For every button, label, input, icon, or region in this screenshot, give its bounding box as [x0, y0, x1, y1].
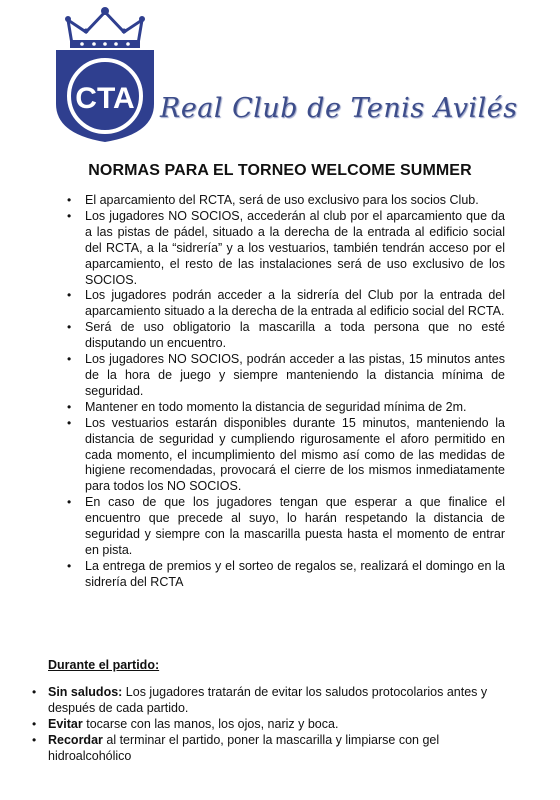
section-heading: Durante el partido:	[48, 658, 160, 672]
bullet-icon: •	[32, 732, 37, 747]
list-item: • Será de uso obligatorio la mascarilla a toda persona que no esté disputando un encuentro.	[67, 320, 505, 351]
bullet-icon: •	[67, 399, 72, 414]
item-text: tocarse con las manos, los ojos, nariz y boca.	[82, 716, 339, 731]
club-logo	[50, 4, 160, 144]
item-lead: Evitar	[48, 716, 83, 731]
list-item	[30, 685, 508, 717]
shield-icon	[56, 50, 154, 142]
match-rules-list	[30, 685, 508, 765]
bullet-icon: •	[67, 193, 72, 207]
list-item: • Los jugadores NO SOCIOS, accederán al club por el aparcamiento que da a las pistas de pádel, situado a la derecha de la entrada al edificio social del RCTA, a la “sidrería” y a los vestuarios, también tendrán acceso por el aparcamiento, el resto de las instalaciones será de uso exclusivo de los SOCIOS.	[67, 208, 505, 287]
bullet-icon: •	[67, 288, 72, 303]
list-item: • Los vestuarios estarán disponibles durante 15 minutos, manteniendo la distancia de seguridad y cumpliendo rigurosamente el aforo permitido en cada momento, el incumplimiento del mismo así como de las medidas de higiene recomendadas, provocará el cierre de los mismos inmediatamente para todos los NO SOCIOS.	[67, 415, 505, 494]
bullet-icon: •	[67, 208, 72, 223]
bullet-icon: •	[67, 320, 72, 335]
bullet-icon: •	[32, 685, 37, 699]
bullet-icon: •	[67, 415, 72, 430]
list-item: • Los jugadores NO SOCIOS, podrán acceder a las pistas, 15 minutos antes de la hora de juego y siempre manteniendo la distancia mínima de seguridad.	[67, 352, 505, 398]
bullet-icon: •	[67, 352, 72, 367]
item-lead: Recordar	[48, 732, 103, 747]
logo-monogram: CTA	[75, 82, 135, 115]
crown-icon	[65, 7, 145, 48]
item-lead: Sin saludos:	[48, 685, 123, 699]
list-item	[30, 717, 508, 733]
list-item: • Mantener en todo momento la distancia de seguridad mínima de 2m.	[67, 399, 467, 414]
list-item: • La entrega de premios y el sorteo de regalos se, realizará el domingo en la sidrería del RCTA	[67, 558, 505, 589]
list-item	[30, 733, 508, 765]
page-title: NORMAS PARA EL TORNEO WELCOME SUMMER	[88, 162, 472, 179]
list-item: • En caso de que los jugadores tengan que esperar a que finalice el encuentro que precede al suyo, lo harán respetando la distancia de seguridad y siempre con la mascarilla puesta hasta el momento de entrar en pista.	[67, 495, 505, 557]
item-text: Los jugadores tratarán de evitar los saludos protocolarios antes y después de cada partido.	[48, 685, 488, 715]
bullet-icon: •	[32, 716, 37, 731]
rules-list	[57, 193, 505, 591]
item-text: al terminar el partido, poner la mascarilla y limpiarse con gel hidroalcohólico	[48, 732, 440, 763]
club-name: Real Club de Tenis Avilés	[160, 93, 518, 124]
bullet-icon: •	[67, 495, 72, 510]
list-item: • El aparcamiento del RCTA, será de uso exclusivo para los socios Club.	[67, 193, 479, 207]
bullet-icon: •	[67, 558, 72, 573]
list-item: • Los jugadores podrán acceder a la sidrería del Club por la entrada del aparcamiento situado a la derecha de la entrada al edificio social del RCTA.	[67, 288, 505, 319]
